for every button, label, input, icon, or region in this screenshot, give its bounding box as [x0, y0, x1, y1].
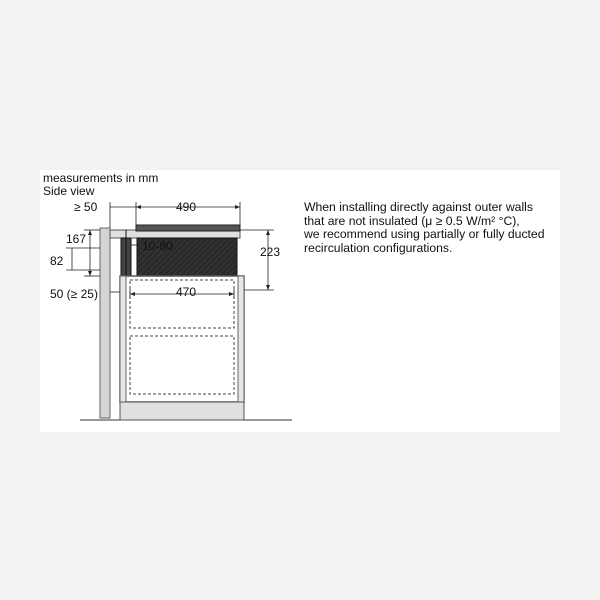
view-label: Side view	[43, 184, 95, 198]
dim-hob-width: 490	[176, 200, 197, 214]
dim-inner-width: 470	[176, 285, 197, 299]
cabinet-side	[120, 276, 126, 402]
dim-height-82: 82	[50, 254, 64, 268]
dim-wall-clearance: ≥ 50	[74, 200, 98, 214]
drawer-lower	[130, 336, 234, 394]
diagram-panel	[40, 170, 560, 432]
wall	[100, 228, 110, 418]
note-line: that are not insulated (μ ≥ 0.5 W/m² °C),	[304, 213, 520, 228]
note-line: we recommend using partially or fully ducted	[304, 227, 545, 241]
note-line: When installing directly against outer walls	[304, 200, 533, 214]
dim-wall-gap: 50 (≥ 25)	[50, 287, 98, 301]
dim-height-167: 167	[66, 232, 87, 246]
note-line: recirculation configurations.	[304, 240, 453, 255]
dim-height-223: 223	[260, 245, 281, 259]
installation-note	[304, 201, 560, 255]
measurements-label: measurements in mm	[43, 171, 159, 185]
plinth	[120, 402, 244, 420]
cabinet-front	[238, 276, 244, 402]
hob-top	[136, 225, 240, 231]
dim-gap: 10-80	[142, 239, 173, 253]
